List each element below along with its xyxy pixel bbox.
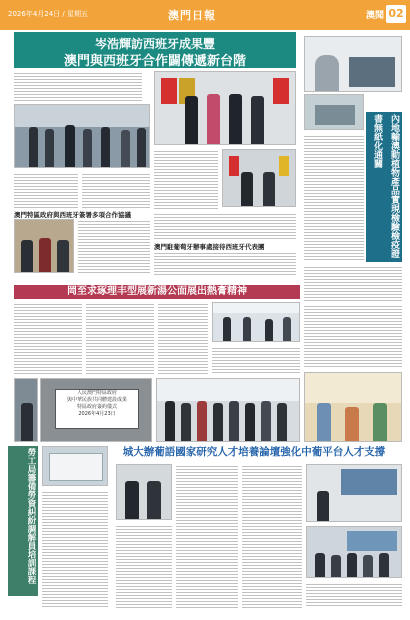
main-headline-box [14,32,296,68]
photo-delegation-walk [14,104,150,168]
photo-labor-bureau [42,446,108,486]
masthead-bar [0,0,410,30]
plaque-line2: 與中華民族共同體建設成果 [66,397,127,403]
photo-group-left [14,378,38,442]
photo-exhibition [212,302,300,342]
blue-text-3 [242,464,302,608]
newspaper-title: 澳門日報 [168,9,216,22]
side-text-3 [304,304,402,368]
photo-ceremony-flags [154,71,296,145]
photo-forum-audience [306,526,402,578]
red-text-2 [86,302,154,374]
agreements-text [78,219,150,273]
side-text-1 [304,134,364,262]
main-col-2 [82,172,150,208]
green-text [42,490,108,608]
photo-forum-speakers [116,464,172,520]
photo-activity [304,372,402,442]
red-text-4 [212,346,300,374]
red-headline: 岡至求琢理丰型展新湯公面展出熱膏精神 [14,285,300,299]
photo-group-lineup [156,378,300,442]
subhead-agreements: 澳門特區政府與西班牙簽署多項合作協議 [14,210,150,219]
photo-inspection [304,36,402,92]
office-text [154,251,296,275]
subhead-office: 澳門駐葡萄牙辦事處接待西班牙代表團 [154,242,296,251]
side-text-2 [304,265,402,301]
plaque-line1: 人民澳門特區政府 [76,390,117,396]
blue-text-4 [306,582,402,608]
lead-paragraph [14,71,142,101]
green-headline: 勞工局籌備勞資糾紛調解員培訓課程 [26,448,36,584]
main-headline-line2: 澳門與西班牙合作闢傳遞新台階 [63,54,246,69]
green-headline-box [8,446,38,596]
side-headline: 內地輸澳動植物產品實現檢驗檢疫證書無紙化通關 [372,114,399,258]
plaque-line3: 特區政府簽約儀式 [76,404,117,410]
photo-meeting [14,219,74,273]
plaque-board [55,389,139,429]
red-text-1 [14,302,82,374]
photo-forum-stage [306,464,402,522]
issue-date: 2026年4月24日 / 星期五 [8,10,88,18]
photo-plaque [40,378,152,442]
photo-signing [222,149,296,207]
main-col-4 [154,212,296,240]
photo-inspection-2 [304,94,364,130]
side-headline-box [366,112,402,262]
page-number: 02 [386,5,406,23]
red-text-3 [158,302,208,374]
blue-text-2 [116,524,172,608]
main-col-3 [154,149,218,209]
section-name: 澳聞 [365,11,384,21]
main-col-1 [14,172,78,208]
blue-headline: 城大辦葡語國家研究人才培養論壇強化中葡平台人才支撐 [122,446,386,458]
main-headline-line1: 岑浩輝訪西班牙成果豐 [94,37,215,51]
plaque-line4: 2026年4月23日 [78,411,116,417]
blue-text-1 [176,464,238,608]
